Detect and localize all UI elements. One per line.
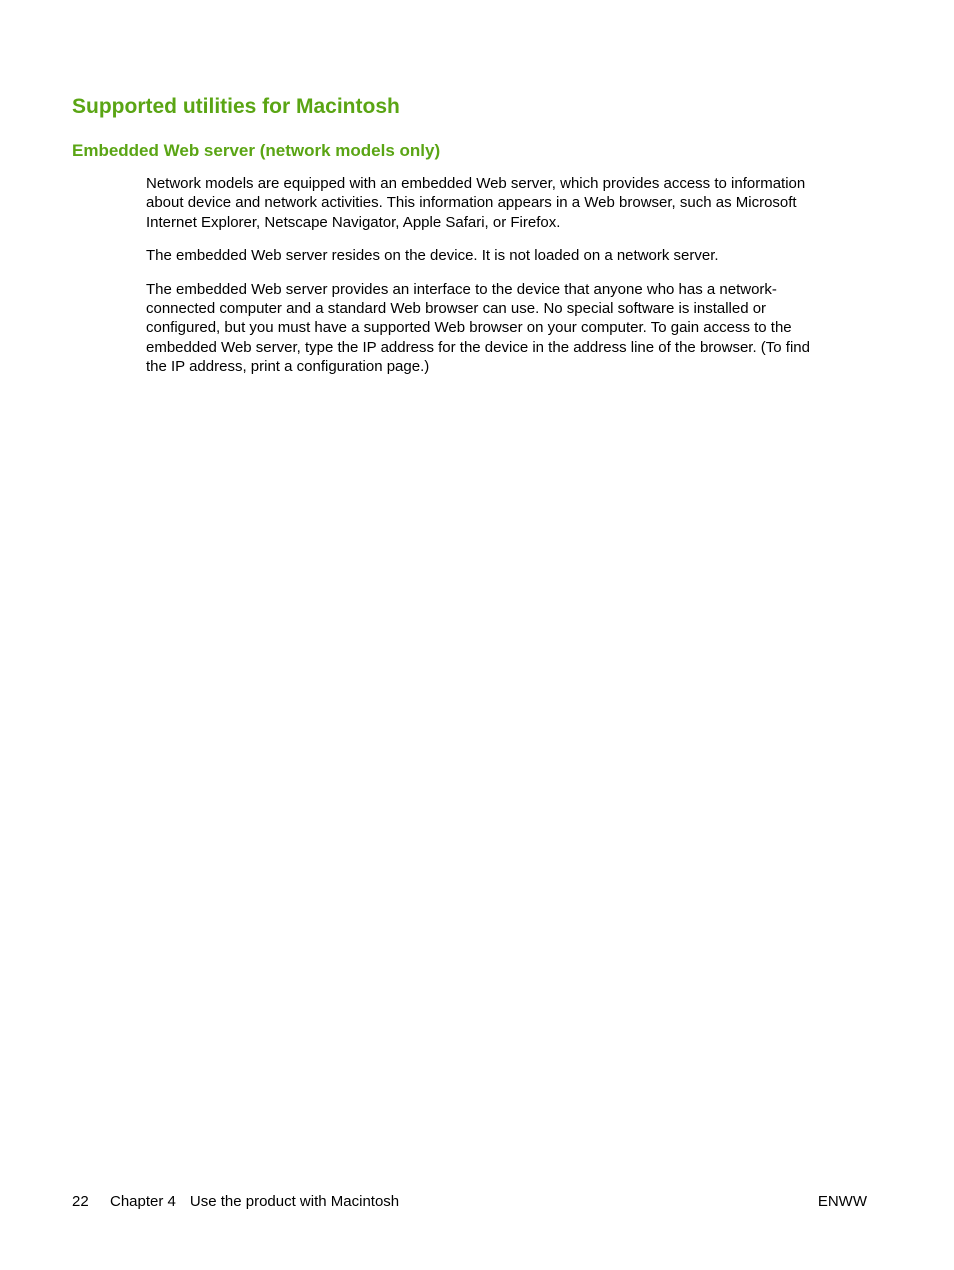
page-footer [72, 1192, 867, 1212]
chapter-label: Chapter 4 [110, 1193, 176, 1210]
text-line: Internet Explorer, Netscape Navigator, Apple Safari, or Firefox. [146, 213, 561, 231]
text-line: embedded Web server, type the IP address for the device in the address line of the browser. (To find [146, 338, 810, 356]
locale-code: ENWW [817, 1193, 867, 1210]
text-line: The embedded Web server provides an interface to the device that anyone who has a network- [146, 280, 777, 298]
paragraph-access [146, 280, 866, 377]
page-number: 22 [72, 1193, 89, 1210]
text-line: configured, but you must have a supported Web browser on your computer. To gain access to the [146, 319, 792, 337]
text-line: connected computer and a standard Web browser can use. No special software is installed or [146, 300, 767, 318]
subsection-title: Embedded Web server (network models only) [72, 141, 441, 160]
paragraph-intro [146, 174, 866, 232]
text-line: about device and network activities. This information appears in a Web browser, such as Microsoft [146, 194, 797, 212]
section-title: Supported utilities for Macintosh [72, 95, 400, 118]
body-text [146, 174, 866, 391]
text-line: The embedded Web server resides on the device. It is not loaded on a network server. [146, 247, 719, 265]
chapter-title: Use the product with Macintosh [189, 1193, 400, 1210]
text-line: Network models are equipped with an embedded Web server, which provides access to information [146, 175, 806, 192]
paragraph-resides [146, 246, 866, 265]
text-line: the IP address, print a configuration page.) [146, 358, 430, 376]
footer-left [72, 1192, 399, 1212]
